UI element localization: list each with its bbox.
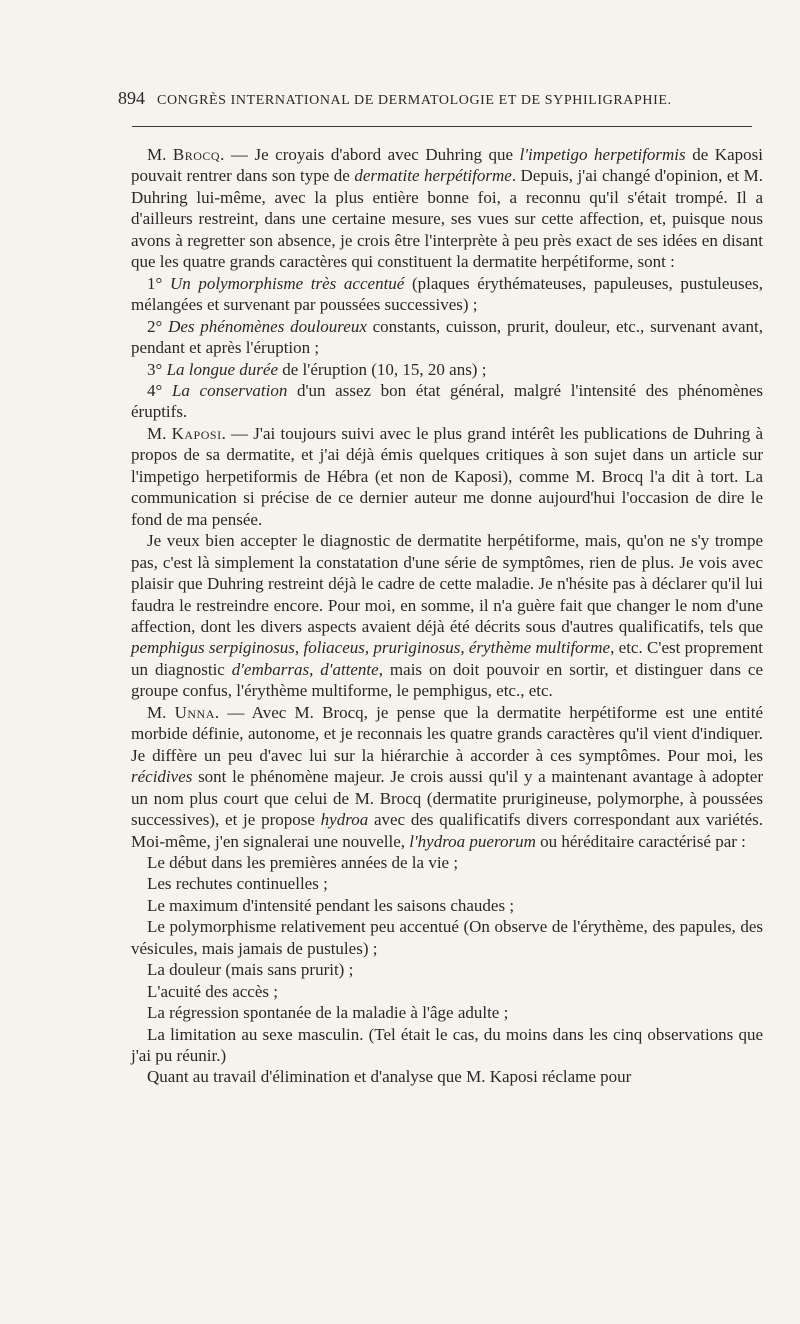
text-run: Quant au travail d'élimination et d'analyse que M. Kaposi réclame pour bbox=[147, 1067, 632, 1087]
emphasis-text: l'hydroa puerorum bbox=[409, 831, 536, 851]
emphasis-text: récidives bbox=[131, 767, 193, 787]
emphasis-text: l'impetigo herpetiformis bbox=[519, 145, 686, 164]
text-run: . — J'ai toujours suivi avec le plus grand intérêt les publications de Duhring à propos de sa dermatite, et j'ai déjà émis quelques critiques à son sujet dans un article sur l'impetigo herpetiformis de Hébra (et non de Kaposi), comme M. Brocq l'a dit à tort. La communication si précise de ce dernier auteur me donne aujourd'hui l'occasion de dire le fond de ma pensée. bbox=[131, 423, 763, 529]
emphasis-text: hydroa bbox=[320, 810, 369, 830]
paragraph-p9 bbox=[131, 852, 763, 873]
paragraph-p11 bbox=[131, 895, 763, 916]
paragraph-p17 bbox=[131, 1066, 763, 1087]
emphasis-text: La longue durée bbox=[166, 359, 278, 379]
emphasis-text: pemphigus serpiginosus, foliaceus, pruriginosus, érythème multiforme bbox=[131, 638, 611, 658]
text-run: (plaques érythémateuses, papuleuses, pustuleuses, mélangées et survenant par poussées successives) ; bbox=[131, 273, 763, 315]
text-run: , etc. C'est proprement un diagnostic bbox=[131, 638, 763, 679]
paragraph-p10 bbox=[131, 873, 763, 894]
running-title: CONGRÈS INTERNATIONAL DE DERMATOLOGIE ET DE SYPHILIGRAPHIE. bbox=[157, 93, 672, 108]
text-run: avec des qualificatifs divers correspondant aux variétés. Moi-même, j'en signalerai une nouvelle, bbox=[131, 810, 763, 851]
paragraph-p16 bbox=[131, 1024, 763, 1067]
emphasis-text: La conservation bbox=[171, 380, 288, 400]
speaker-name: Brocq bbox=[172, 145, 221, 164]
text-run: M. bbox=[147, 423, 172, 443]
paragraph-p15 bbox=[131, 1002, 763, 1023]
text-run: 3° bbox=[147, 359, 167, 379]
paragraph-p8 bbox=[131, 702, 763, 852]
paragraph-p6 bbox=[131, 423, 763, 530]
text-run: de l'éruption (10, 15, 20 ans) ; bbox=[278, 359, 487, 379]
paragraph-p2 bbox=[131, 273, 763, 316]
text-run: 1° bbox=[147, 273, 170, 293]
paragraph-p7 bbox=[131, 530, 763, 702]
paragraph-p12 bbox=[131, 916, 763, 959]
speaker-name: Kaposi bbox=[171, 423, 222, 443]
text-run: La douleur (mais sans prurit) ; bbox=[147, 960, 354, 980]
emphasis-text: Des phénomènes douloureux bbox=[168, 316, 367, 336]
paragraph-p14 bbox=[131, 981, 763, 1002]
paragraph-p5 bbox=[131, 380, 763, 423]
text-run: Les rechutes continuelles ; bbox=[147, 874, 328, 894]
speaker-name: Unna bbox=[174, 702, 215, 722]
emphasis-text: dermatite herpétiforme bbox=[354, 166, 512, 186]
text-run: . — Je croyais d'abord avec Duhring que bbox=[220, 145, 520, 164]
text-run: La limitation au sexe masculin. (Tel était le cas, du moins dans les cinq observations que j'ai pu réunir.) bbox=[131, 1024, 763, 1066]
text-run: M. bbox=[147, 145, 173, 164]
text-run: Le polymorphisme relativement peu accentué (On observe de l'érythème, des papules, des vésicules, mais jamais de pustules) ; bbox=[131, 917, 763, 958]
emphasis-text: d'embarras, d'attente bbox=[231, 659, 379, 679]
text-run: . Depuis, j'ai changé d'opinion, et M. Duhring lui-même, avec la plus entière bonne foi, a reconnu qu'il s'était trompé. Il a d'ailleurs restreint, dans une certaine mesure, ses vues sur cette affection, et, puisque nous avons à regretter son absence, je crois être l'interprète à peu près exact de ses idées en disant que les quatre grands caractères qui constituent la dermatite herpétiforme, sont : bbox=[131, 166, 764, 272]
text-run: L'acuité des accès ; bbox=[147, 981, 278, 1001]
page-number: 894 bbox=[118, 88, 145, 108]
emphasis-text: Un polymorphisme très accentué bbox=[169, 273, 405, 293]
text-run: ou héréditaire caractérisé par : bbox=[535, 831, 746, 851]
running-header bbox=[118, 88, 758, 109]
paragraph-p3 bbox=[131, 316, 763, 359]
text-run: Le début dans les premières années de la vie ; bbox=[147, 852, 459, 872]
text-run: 2° bbox=[147, 316, 169, 336]
text-run: sont le phénomène majeur. Je crois aussi qu'il y a maintenant avantage à adopter un nom plus court que celui de M. Brocq (dermatite prurigineuse, polymorphe, à poussées successives), et je propose bbox=[131, 767, 763, 830]
paragraph-p4 bbox=[131, 359, 763, 380]
page-body bbox=[131, 144, 763, 1088]
text-run: Je veux bien accepter le diagnostic de dermatite herpétiforme, mais, qu'on ne s'y trompe pas, c'est là simplement la constatation d'une série de symptômes, rien de plus. Je vois avec plaisir que Duhring restreint déjà le cadre de cette maladie. Je n'hésite pas à déclarer qu'il lui faudra le restreindre encore. Pour moi, en somme, il n'a guère fait que changer le nom d'une affection, dont les divers aspects avaient déjà été décrits sous d'autres qualificatifs, tels que bbox=[131, 531, 763, 636]
text-run: , mais on doit pouvoir en sortir, et distinguer dans ce groupe confus, l'érythème multiforme, le pemphigus, etc., etc. bbox=[131, 659, 763, 701]
paragraph-p13 bbox=[131, 959, 763, 980]
header-rule bbox=[132, 126, 752, 127]
text-run: La régression spontanée de la maladie à l'âge adulte ; bbox=[147, 1003, 509, 1023]
text-run: de Kaposi pouvait rentrer dans son type de bbox=[131, 145, 763, 186]
paragraph-p1 bbox=[131, 144, 763, 273]
text-run: 4° bbox=[147, 380, 172, 400]
text-run: Le maximum d'intensité pendant les saisons chaudes ; bbox=[147, 895, 515, 915]
text-run: constants, cuisson, prurit, douleur, etc., survenant avant, pendant et après l'éruption ; bbox=[131, 316, 763, 358]
text-run: d'un assez bon état général, malgré l'intensité des phénomènes éruptifs. bbox=[131, 380, 763, 422]
text-run: M. bbox=[147, 702, 175, 722]
text-run: . — Avec M. Brocq, je pense que la dermatite herpétiforme est une entité morbide définie, autonome, et je reconnais les quatre grands caractères qu'il vient d'indiquer. Je diffère un peu d'avec lui sur la hiérarchie à accorder à ces symptômes. Pour moi, les bbox=[131, 702, 763, 765]
